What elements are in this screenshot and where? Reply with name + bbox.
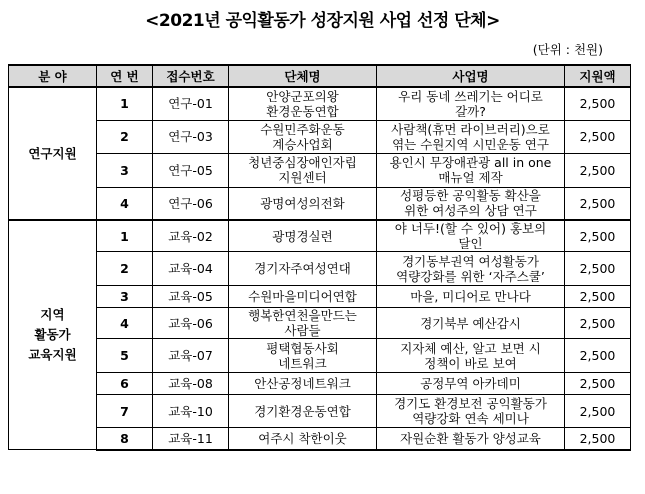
page-title: <2021년 공익활동가 성장지원 사업 선정 단체>: [145, 11, 500, 31]
project-cell: [377, 220, 565, 252]
receipt-id-cell: 연구-05: [153, 153, 229, 187]
organization-cell: [229, 395, 377, 428]
table-header-row: [9, 65, 631, 87]
organization-cell: [229, 220, 377, 252]
project-line: 용인시 무장애관광 all in one: [389, 155, 552, 170]
row-number-cell: 3: [97, 286, 153, 308]
amount-cell: 2,500: [565, 252, 631, 286]
table-row: [9, 373, 631, 395]
table-row: [9, 120, 631, 153]
row-number-cell: 2: [97, 120, 153, 153]
organization-line: 경기환경운동연합: [254, 403, 351, 419]
table-row: [9, 187, 631, 220]
organization-line: 사람들: [284, 323, 321, 338]
amount-cell: 2,500: [565, 308, 631, 339]
amount-cell: 2,500: [565, 87, 631, 120]
project-cell: [377, 428, 565, 450]
project-line: 사람책(휴먼 라이브러리)으로: [391, 121, 550, 137]
category-label: 교육지원: [28, 347, 77, 362]
organization-line: 여주시 착한이웃: [258, 430, 347, 446]
header-receipt-id: 접수번호: [153, 65, 229, 87]
project-cell: [377, 395, 565, 428]
organization-line: 지원센터: [278, 170, 327, 185]
project-line: 야 너두!(할 수 있어) 홍보의: [394, 221, 547, 236]
project-cell: [377, 252, 565, 286]
amount-cell: 2,500: [565, 428, 631, 450]
organization-line: 행복한연천을만드는: [248, 308, 357, 323]
organization-line: 수원마을미디어연합: [248, 289, 357, 304]
organization-cell: [229, 428, 377, 450]
receipt-id-cell: 교육-02: [153, 220, 229, 252]
row-number-cell: 4: [97, 187, 153, 220]
receipt-id-cell: 연구-03: [153, 120, 229, 153]
receipt-id-cell: 교육-07: [153, 339, 229, 373]
amount-cell: 2,500: [565, 395, 631, 428]
receipt-id-cell: 교육-10: [153, 395, 229, 428]
amount-cell: 2,500: [565, 373, 631, 395]
organization-cell: [229, 187, 377, 220]
table-row: [9, 87, 631, 120]
organization-line: 경기자주여성연대: [254, 261, 351, 276]
project-cell: [377, 308, 565, 339]
category-label: 연구지원: [28, 145, 77, 161]
row-number-cell: 1: [97, 220, 153, 252]
table-row: [9, 252, 631, 286]
receipt-id-cell: 교육-11: [153, 428, 229, 450]
project-cell: [377, 187, 565, 220]
row-number-cell: 2: [97, 252, 153, 286]
organization-cell: [229, 286, 377, 308]
header-category: 분 야: [9, 65, 97, 87]
project-line: 달인: [458, 236, 483, 251]
project-cell: [377, 339, 565, 373]
header-project: 사업명: [377, 65, 565, 87]
table-row: [9, 220, 631, 252]
amount-cell: 2,500: [565, 187, 631, 220]
project-line: 역량강화 연속 세미나: [412, 411, 529, 426]
receipt-id-cell: 연구-06: [153, 187, 229, 220]
category-label: 활동가: [34, 327, 71, 342]
project-line: 경기북부 예산감시: [420, 315, 521, 331]
organization-cell: [229, 120, 377, 153]
table-row: [9, 308, 631, 339]
project-cell: [377, 373, 565, 395]
organization-line: 안양군포의왕: [266, 88, 339, 104]
header-number: 연 번: [97, 65, 153, 87]
receipt-id-cell: 교육-08: [153, 373, 229, 395]
receipt-id-cell: 교육-04: [153, 252, 229, 286]
organization-cell: [229, 252, 377, 286]
amount-cell: 2,500: [565, 286, 631, 308]
row-number-cell: 4: [97, 308, 153, 339]
receipt-id-cell: 교육-06: [153, 308, 229, 339]
table-row: [9, 153, 631, 187]
project-cell: [377, 120, 565, 153]
category-cell: [9, 87, 97, 220]
organization-line: 광명경실련: [272, 228, 333, 244]
row-number-cell: 3: [97, 153, 153, 187]
category-label: 지역: [40, 307, 65, 322]
table-body: [9, 87, 631, 450]
category-cell: [9, 220, 97, 450]
header-amount: 지원액: [565, 65, 631, 87]
organization-line: 네트워크: [278, 355, 327, 371]
project-cell: [377, 153, 565, 187]
project-cell: [377, 286, 565, 308]
table-row: [9, 428, 631, 450]
organization-cell: [229, 153, 377, 187]
receipt-id-cell: 연구-01: [153, 87, 229, 120]
table-row: [9, 339, 631, 373]
project-line: 우리 동네 쓰레기는 어디로: [398, 88, 543, 104]
project-line: 매뉴얼 제작: [438, 170, 503, 185]
project-line: 공정무역 아카데미: [420, 376, 521, 391]
row-number-cell: 6: [97, 373, 153, 395]
unit-note: (단위 : 천원): [532, 42, 603, 57]
organization-line: 광명여성의전화: [260, 195, 345, 211]
project-line: 정책이 바로 보여: [424, 355, 517, 371]
project-line: 성평등한 공익활동 확산을: [400, 188, 541, 204]
row-number-cell: 7: [97, 395, 153, 428]
project-line: 마을, 미디어로 만나다: [410, 289, 531, 304]
organization-line: 안산공정네트워크: [254, 376, 351, 391]
organization-cell: [229, 373, 377, 395]
amount-cell: 2,500: [565, 153, 631, 187]
amount-cell: 2,500: [565, 120, 631, 153]
project-line: 엮는 수원지역 시민운동 연구: [392, 136, 549, 152]
organization-cell: [229, 308, 377, 339]
organization-cell: [229, 87, 377, 120]
row-number-cell: 8: [97, 428, 153, 450]
receipt-id-cell: 교육-05: [153, 286, 229, 308]
project-line: 지자체 예산, 알고 보면 시: [400, 340, 541, 356]
organization-line: 청년중심장애인자립: [248, 155, 357, 170]
project-line: 역량강화를 위한 ‘자주스쿨’: [396, 268, 545, 284]
organization-line: 평택협동사회: [266, 340, 339, 356]
selection-table: [8, 64, 631, 451]
amount-cell: 2,500: [565, 339, 631, 373]
project-line: 위한 여성주의 상담 연구: [404, 203, 537, 219]
table-row: [9, 395, 631, 428]
organization-cell: [229, 339, 377, 373]
amount-cell: 2,500: [565, 220, 631, 252]
project-line: 경기동부권역 여성활동가: [402, 253, 539, 269]
row-number-cell: 5: [97, 339, 153, 373]
project-cell: [377, 87, 565, 120]
project-line: 경기도 환경보전 공익활동가: [394, 396, 547, 411]
header-organization: 단체명: [229, 65, 377, 87]
organization-line: 환경운동연합: [266, 103, 339, 119]
organization-line: 계승사업회: [272, 136, 333, 152]
organization-line: 수원민주화운동: [260, 121, 345, 137]
project-line: 자원순환 활동가 양성교육: [400, 430, 541, 446]
project-line: 갈까?: [455, 103, 486, 119]
table-row: [9, 286, 631, 308]
row-number-cell: 1: [97, 87, 153, 120]
